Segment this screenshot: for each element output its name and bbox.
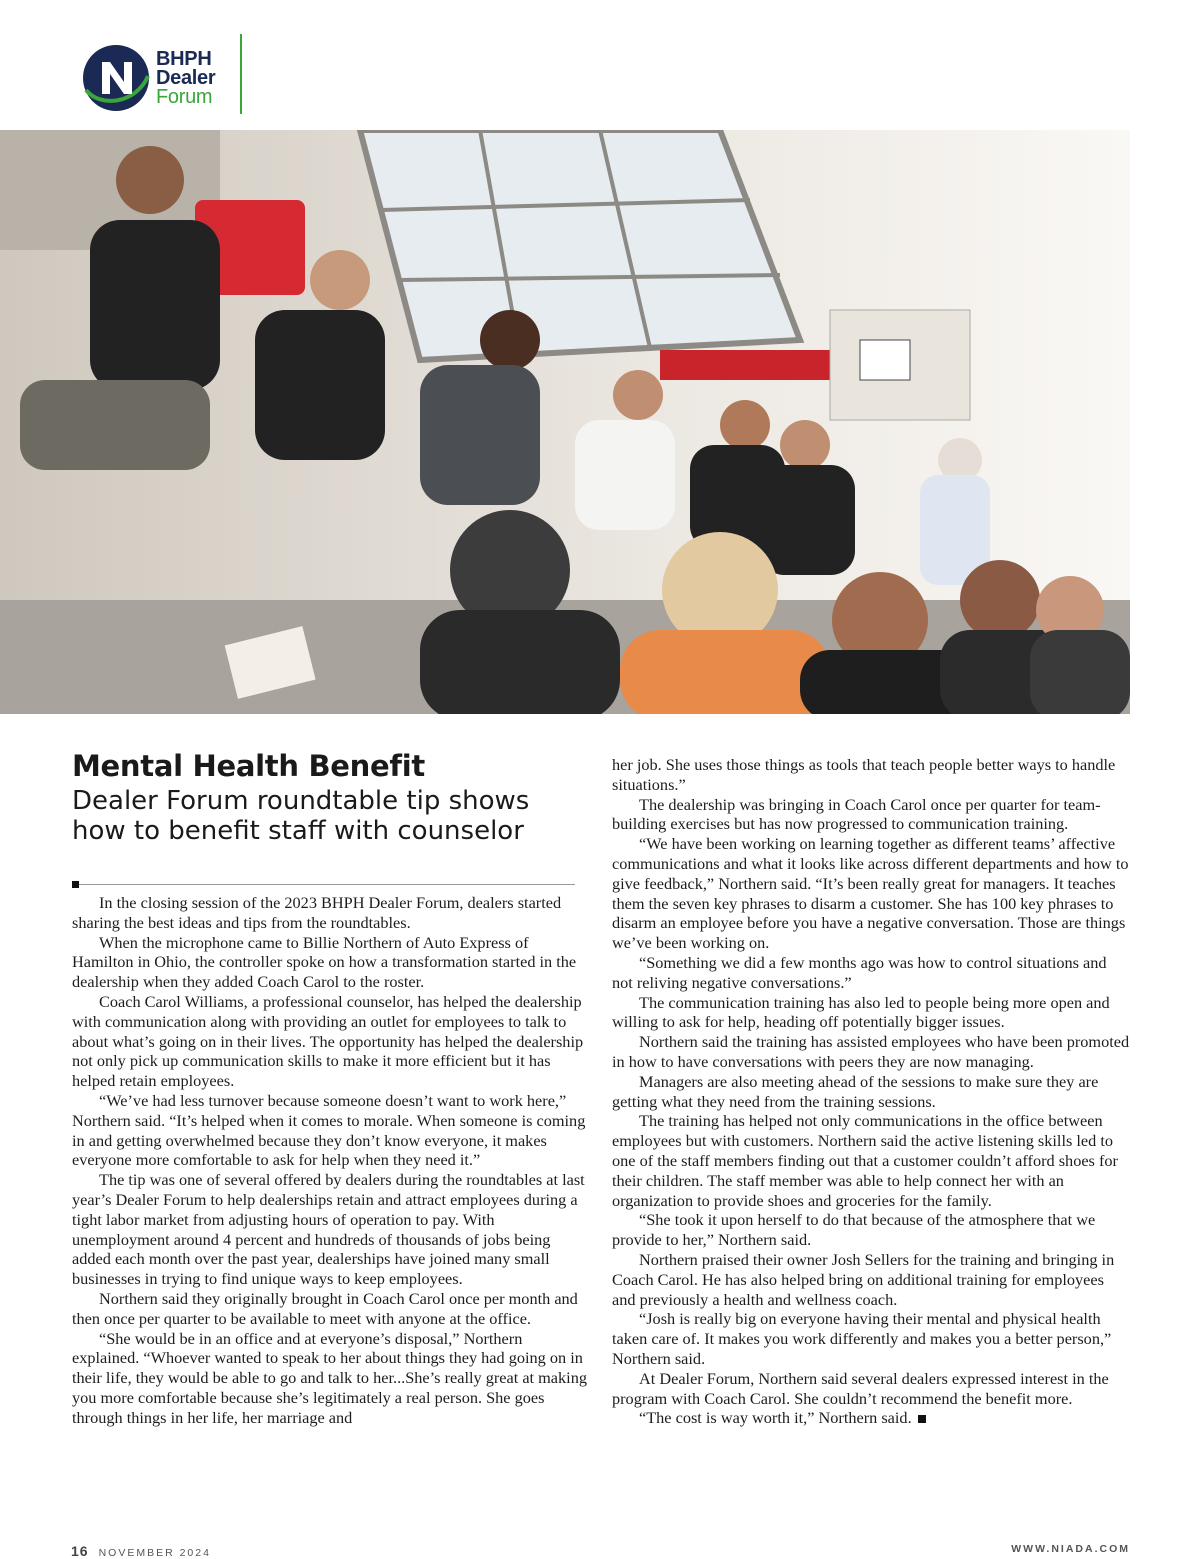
body-paragraph: “We have been working on learning together as different teams’ affective communications and what it looks like across different departments and how to give feedback,” Northern said. “It’s been really great for managers. It teaches them the seven key phrases to disarm a customer. She has 100 key phrases to disarm an employee before you have a negative conversation. Those are things we’ve been working on. (612, 834, 1129, 953)
issue-date: NOVEMBER 2024 (98, 1547, 211, 1559)
end-mark-icon (918, 1415, 926, 1423)
body-paragraph: “She would be in an office and at everyone’s disposal,” Northern explained. “Whoever wanted to speak to her about things they had going on in their life, they would be able to go and talk to her...She’s really great at making you more comfortable because she’s legitimately a real person. She goes through things in her life, her marriage and (72, 1328, 587, 1427)
logo-divider (240, 34, 242, 114)
article-subtitle: Dealer Forum roundtable tip shows how to benefit staff with counselor (72, 786, 530, 846)
final-sentence: “The cost is way worth it,” Northern said. (639, 1408, 912, 1428)
article-column-left (72, 893, 590, 1428)
article-title: Mental Health Benefit (72, 749, 425, 783)
logo-line-dealer: Dealer (156, 67, 216, 89)
bhph-dealer-forum-logo (80, 38, 250, 118)
page-number: 16 (71, 1543, 89, 1559)
body-paragraph: The dealership was bringing in Coach Carol once per quarter for team-building exercises but has now progressed to communication training. (612, 794, 1101, 834)
body-paragraph: “We’ve had less turnover because someone doesn’t want to work here,” Northern said. “It’s helped when it comes to morale. When someone is coming in and getting overwhelmed because they don’t know everyone, it makes everyone more comfortable to ask for help when they need it.” (72, 1090, 586, 1170)
body-paragraph: Northern said the training has assisted employees who have been promoted in how to have conversations with peers they are now managing. (612, 1032, 1130, 1071)
body-paragraph: Managers are also meeting ahead of the sessions to make sure they are getting what they need from the training sessions. (612, 1071, 1099, 1111)
footer-issue (71, 1543, 211, 1559)
body-paragraph: When the microphone came to Billie Northern of Auto Express of Hamilton in Ohio, the controller spoke on how a transformation started in the dealership when they added Coach Carol to the roster. (72, 932, 577, 992)
article-column-right (612, 755, 1130, 1428)
body-paragraph-continuation: her job. She uses those things as tools that teach people better ways to handle situations.” (612, 755, 1116, 794)
body-paragraph: The communication training has also led to people being more open and willing to ask for help, heading off potentially bigger issues. (612, 992, 1110, 1032)
body-paragraph: In the closing session of the 2023 BHPH Dealer Forum, dealers started sharing the best ideas and tips from the roundtables. (72, 893, 562, 932)
body-paragraph: “She took it upon herself to do that because of the atmosphere that we provide to her,” Northern said. (612, 1210, 1096, 1250)
body-paragraph: Coach Carol Williams, a professional counselor, has helped the dealership with communication along with providing an outlet for employees to talk to about what’s going on in their lives. The opportunity has helped the dealership not only pick up communication skills to make it more efficient but it has helped retain employees. (72, 991, 584, 1091)
body-paragraph: At Dealer Forum, Northern said several dealers expressed interest in the program with Coach Carol. She couldn’t recommend the benefit more. (612, 1368, 1109, 1408)
body-paragraph: Northern said they originally brought in Coach Carol once per month and then once per quarter to be available to meet with anyone at the office. (72, 1288, 578, 1328)
logo-line-bhph: BHPH (156, 48, 212, 70)
divider-square-icon (72, 881, 79, 888)
body-paragraph: The training has helped not only communications in the office between employees but with customers. Northern said the active listening skills led to one of the staff members finding out that a customer couldn’t afford shoes for their children. The staff member was able to help connect her with an organization to provide shoes and groceries for the family. (612, 1111, 1118, 1210)
body-paragraph: “Something we did a few months ago was how to control situations and not reliving negative conversations.” (612, 952, 1107, 992)
body-paragraph: The tip was one of several offered by dealers during the roundtables at last year’s Dealer Forum to help dealerships retain and attract employees during a tight labor market from adjusting hours of operation to pay. With unemployment around 4 percent and hundreds of thousands of jobs being added each month over the past year, dealerships have joined many small businesses in trying to find unique ways to keep employees. (72, 1170, 585, 1289)
body-paragraph-final (612, 1408, 1130, 1428)
body-paragraph: “Josh is really big on everyone having their mental and physical health taken care of. It makes you work differently and makes you a better person,” Northern said. (612, 1309, 1112, 1368)
headline-divider (72, 884, 575, 885)
body-paragraph: Northern praised their owner Josh Sellers for the training and bringing in Coach Carol. He has also helped bring on additional training for employees and previously a health and wellness coach. (612, 1249, 1115, 1309)
footer-website: WWW.NIADA.COM (1011, 1543, 1130, 1555)
article-headline (72, 748, 577, 846)
logo-wordmark (156, 50, 215, 107)
logo-mark-icon (80, 42, 152, 114)
photo-illustration (0, 130, 1130, 714)
roundtable-session-photo (0, 130, 1130, 714)
logo-line-forum: Forum (156, 86, 213, 108)
